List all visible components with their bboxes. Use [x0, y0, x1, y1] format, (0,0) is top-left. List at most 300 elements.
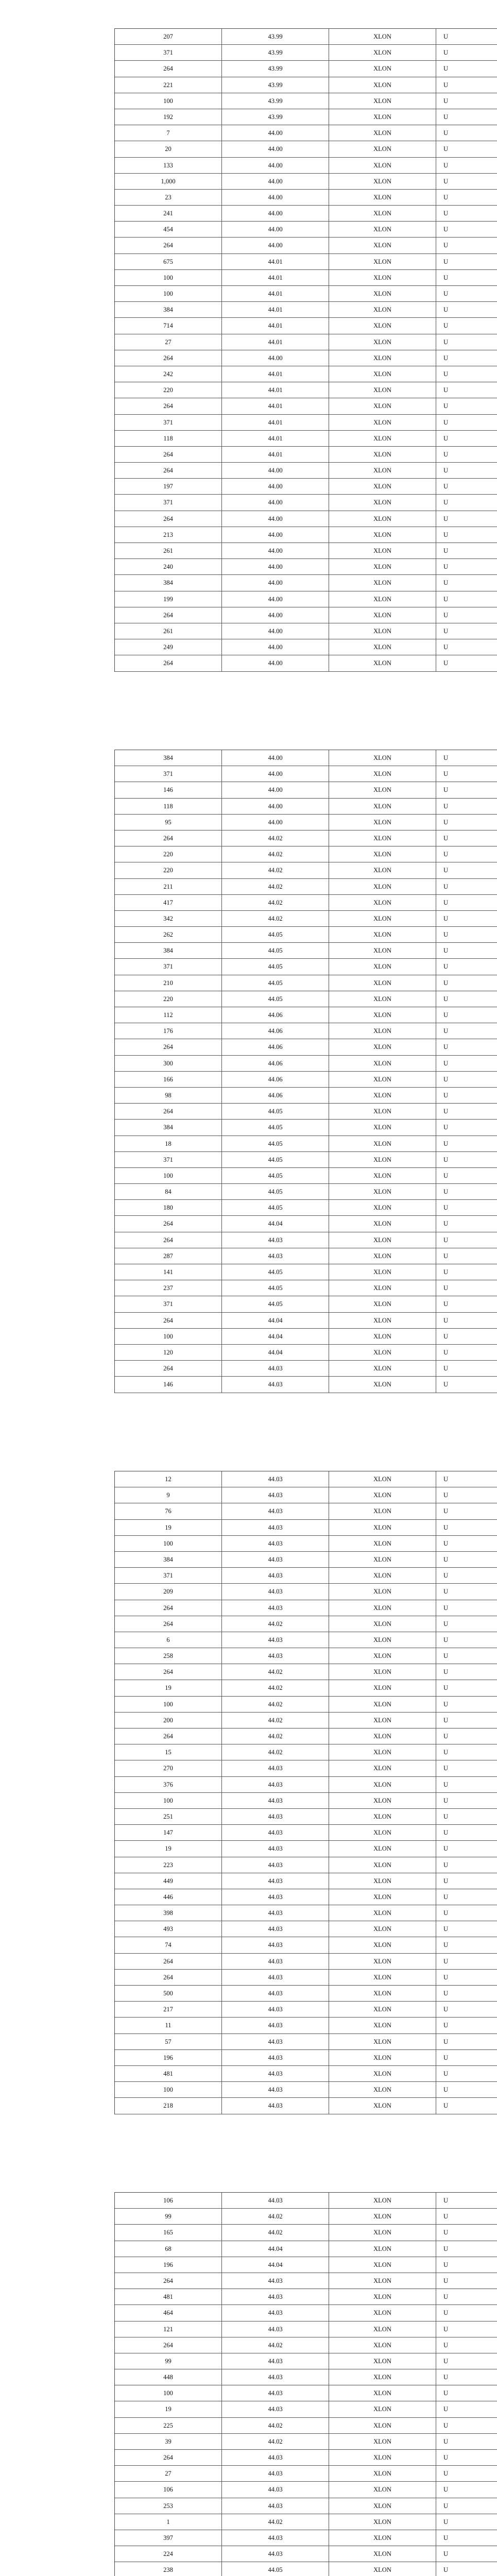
- extra-cell: U: [443, 531, 449, 538]
- venue-cell: XLON: [329, 1232, 436, 1248]
- price-cell: 44.03: [222, 1600, 329, 1616]
- venue-cell: XLON: [329, 511, 436, 527]
- extra-cell: U: [443, 226, 449, 233]
- venue-cell: XLON: [329, 174, 436, 189]
- extra-cell: U: [443, 2486, 449, 2494]
- table-row: [115, 799, 497, 815]
- table-row: [115, 382, 497, 398]
- venue-cell: XLON: [329, 109, 436, 125]
- extra-cell: U: [443, 145, 449, 153]
- table-row: [115, 1377, 497, 1393]
- extra-cell: U: [443, 2405, 449, 2413]
- volume-cell: 481: [115, 2289, 222, 2304]
- venue-cell: XLON: [329, 1616, 436, 1632]
- table-row: [115, 1536, 497, 1552]
- table-row: [115, 61, 497, 77]
- extra-cell: U: [443, 1523, 449, 1531]
- price-cell: 44.00: [222, 607, 329, 623]
- volume-cell: 180: [115, 1200, 222, 1215]
- extra-cell: U: [443, 1204, 449, 1212]
- venue-cell: XLON: [329, 750, 436, 766]
- table-row: [115, 334, 497, 350]
- venue-cell: XLON: [329, 639, 436, 655]
- extra-cell: U: [443, 2229, 449, 2236]
- volume-cell: 20: [115, 141, 222, 157]
- table-row: [115, 607, 497, 623]
- extra-cell: U: [443, 2389, 449, 2397]
- table-row: [115, 846, 497, 862]
- price-cell: 44.03: [222, 2050, 329, 2065]
- extra-cell: U: [443, 1539, 449, 1547]
- venue-cell: XLON: [329, 254, 436, 269]
- table-row: [115, 1970, 497, 1986]
- volume-cell: 100: [115, 270, 222, 285]
- table-row: [115, 1825, 497, 1841]
- extra-cell: U: [443, 1990, 449, 1997]
- venue-cell: XLON: [329, 61, 436, 76]
- volume-cell: 264: [115, 1970, 222, 1985]
- extra-cell: U: [443, 1252, 449, 1260]
- price-cell: 44.02: [222, 846, 329, 862]
- table-row: [115, 943, 497, 959]
- table-row: [115, 1905, 497, 1921]
- extra-cell: U: [443, 2197, 449, 2204]
- extra-cell: U: [443, 1829, 449, 1837]
- volume-cell: 39: [115, 2434, 222, 2449]
- table-row: [115, 431, 497, 447]
- price-cell: 44.06: [222, 1039, 329, 1055]
- venue-cell: XLON: [329, 846, 436, 862]
- extra-cell: U: [443, 1925, 449, 1933]
- table-row: [115, 750, 497, 766]
- volume-cell: 242: [115, 366, 222, 382]
- extra-cell: U: [443, 210, 449, 217]
- volume-cell: 371: [115, 495, 222, 510]
- price-cell: 44.03: [222, 1232, 329, 1248]
- table-row: [115, 1760, 497, 1776]
- extra-cell: U: [443, 659, 449, 667]
- extra-cell: U: [443, 2038, 449, 2045]
- price-cell: 44.00: [222, 238, 329, 253]
- table-row: [115, 174, 497, 190]
- volume-cell: 264: [115, 1664, 222, 1680]
- volume-cell: 23: [115, 190, 222, 205]
- venue-cell: XLON: [329, 1361, 436, 1376]
- venue-cell: XLON: [329, 1152, 436, 1167]
- extra-cell: U: [443, 242, 449, 249]
- volume-cell: 384: [115, 302, 222, 317]
- table-row: [115, 350, 497, 366]
- extra-cell: U: [443, 611, 449, 619]
- trade-table-block: [114, 2192, 497, 2576]
- venue-cell: XLON: [329, 1313, 436, 1328]
- price-cell: 43.99: [222, 61, 329, 76]
- venue-cell: XLON: [329, 1664, 436, 1680]
- table-row: [115, 1632, 497, 1648]
- table-row: [115, 831, 497, 846]
- table-row: [115, 2193, 497, 2209]
- table-row: [115, 1921, 497, 1937]
- table-row: [115, 2066, 497, 2082]
- venue-cell: XLON: [329, 1039, 436, 1055]
- venue-cell: XLON: [329, 2034, 436, 2049]
- table-row: [115, 45, 497, 61]
- volume-cell: 112: [115, 1007, 222, 1023]
- table-row: [115, 1168, 497, 1184]
- venue-cell: XLON: [329, 2321, 436, 2337]
- table-row: [115, 2257, 497, 2273]
- volume-cell: 19: [115, 1680, 222, 1696]
- table-row: [115, 1616, 497, 1632]
- price-cell: 44.03: [222, 2385, 329, 2401]
- volume-cell: 398: [115, 1905, 222, 1921]
- price-cell: 44.03: [222, 1648, 329, 1664]
- extra-cell: U: [443, 354, 449, 362]
- extra-cell: U: [443, 483, 449, 490]
- price-cell: 44.03: [222, 1986, 329, 2001]
- price-cell: 44.02: [222, 862, 329, 878]
- price-cell: 44.03: [222, 1520, 329, 1535]
- volume-cell: 100: [115, 286, 222, 301]
- venue-cell: XLON: [329, 1568, 436, 1583]
- price-cell: 44.04: [222, 1345, 329, 1360]
- price-cell: 44.03: [222, 1487, 329, 1503]
- table-row: [115, 1120, 497, 1136]
- venue-cell: XLON: [329, 2514, 436, 2530]
- price-cell: 44.03: [222, 1632, 329, 1648]
- price-cell: 44.03: [222, 1809, 329, 1824]
- price-cell: 44.03: [222, 2546, 329, 2562]
- table-row: [115, 415, 497, 431]
- extra-cell: U: [443, 1381, 449, 1388]
- volume-cell: 262: [115, 927, 222, 942]
- price-cell: 44.00: [222, 639, 329, 655]
- volume-cell: 196: [115, 2257, 222, 2273]
- venue-cell: XLON: [329, 2002, 436, 2017]
- extra-cell: U: [443, 2550, 449, 2558]
- extra-cell: U: [443, 1124, 449, 1131]
- volume-cell: 192: [115, 109, 222, 125]
- venue-cell: XLON: [329, 1120, 436, 1135]
- volume-cell: 454: [115, 222, 222, 237]
- venue-cell: XLON: [329, 575, 436, 590]
- extra-cell: U: [443, 450, 449, 458]
- volume-cell: 98: [115, 1088, 222, 1103]
- volume-cell: 238: [115, 2562, 222, 2576]
- volume-cell: 397: [115, 2530, 222, 2546]
- extra-cell: U: [443, 1909, 449, 1917]
- extra-cell: U: [443, 786, 449, 794]
- volume-cell: 249: [115, 639, 222, 655]
- table-row: [115, 2050, 497, 2066]
- extra-cell: U: [443, 467, 449, 474]
- volume-cell: 300: [115, 1056, 222, 1071]
- venue-cell: XLON: [329, 495, 436, 510]
- venue-cell: XLON: [329, 1520, 436, 1535]
- venue-cell: XLON: [329, 2546, 436, 2562]
- extra-cell: U: [443, 1156, 449, 1163]
- price-cell: 44.03: [222, 1857, 329, 1873]
- extra-cell: U: [443, 914, 449, 922]
- price-cell: 44.03: [222, 1905, 329, 1921]
- table-row: [115, 1568, 497, 1584]
- table-row: [115, 77, 497, 93]
- venue-cell: XLON: [329, 447, 436, 462]
- volume-cell: 481: [115, 2066, 222, 2081]
- venue-cell: XLON: [329, 911, 436, 926]
- price-cell: 44.01: [222, 398, 329, 414]
- extra-cell: U: [443, 2470, 449, 2478]
- volume-cell: 1: [115, 2514, 222, 2530]
- price-cell: 44.03: [222, 1841, 329, 1856]
- volume-cell: 264: [115, 511, 222, 527]
- volume-cell: 141: [115, 1264, 222, 1280]
- volume-cell: 448: [115, 2369, 222, 2385]
- table-row: [115, 991, 497, 1007]
- price-cell: 44.02: [222, 879, 329, 894]
- volume-cell: 146: [115, 1377, 222, 1392]
- price-cell: 44.02: [222, 2418, 329, 2433]
- venue-cell: XLON: [329, 991, 436, 1007]
- volume-cell: 264: [115, 398, 222, 414]
- table-row: [115, 1600, 497, 1616]
- extra-cell: U: [443, 49, 449, 57]
- table-row: [115, 1664, 497, 1680]
- venue-cell: XLON: [329, 286, 436, 301]
- extra-cell: U: [443, 818, 449, 826]
- volume-cell: 223: [115, 1857, 222, 1873]
- extra-cell: U: [443, 1620, 449, 1628]
- table-row: [115, 1744, 497, 1760]
- table-row: [115, 895, 497, 911]
- volume-cell: 264: [115, 655, 222, 671]
- table-row: [115, 2002, 497, 2018]
- extra-cell: U: [443, 1027, 449, 1035]
- price-cell: 44.03: [222, 2193, 329, 2208]
- volume-cell: 371: [115, 1568, 222, 1583]
- volume-cell: 200: [115, 1713, 222, 1728]
- venue-cell: XLON: [329, 2466, 436, 2481]
- extra-cell: U: [443, 2086, 449, 2094]
- venue-cell: XLON: [329, 479, 436, 494]
- price-cell: 44.01: [222, 254, 329, 269]
- venue-cell: XLON: [329, 831, 436, 846]
- venue-cell: XLON: [329, 1954, 436, 1969]
- price-cell: 44.02: [222, 1697, 329, 1712]
- volume-cell: 218: [115, 2098, 222, 2113]
- volume-cell: 261: [115, 623, 222, 639]
- table-row: [115, 2466, 497, 2482]
- price-cell: 44.06: [222, 1056, 329, 1071]
- extra-cell: U: [443, 1684, 449, 1692]
- venue-cell: XLON: [329, 959, 436, 974]
- volume-cell: 493: [115, 1921, 222, 1937]
- table-row: [115, 1104, 497, 1120]
- price-cell: 44.00: [222, 591, 329, 607]
- extra-cell: U: [443, 1700, 449, 1708]
- extra-cell: U: [443, 1957, 449, 1965]
- table-row: [115, 559, 497, 575]
- venue-cell: XLON: [329, 1296, 436, 1312]
- table-row: [115, 1039, 497, 1055]
- venue-cell: XLON: [329, 2066, 436, 2081]
- venue-cell: XLON: [329, 2209, 436, 2224]
- price-cell: 44.00: [222, 623, 329, 639]
- volume-cell: 251: [115, 1809, 222, 1824]
- volume-cell: 176: [115, 1023, 222, 1039]
- venue-cell: XLON: [329, 2098, 436, 2113]
- volume-cell: 106: [115, 2482, 222, 2497]
- price-cell: 44.03: [222, 2066, 329, 2081]
- extra-cell: U: [443, 193, 449, 201]
- venue-cell: XLON: [329, 2353, 436, 2369]
- venue-cell: XLON: [329, 350, 436, 366]
- extra-cell: U: [443, 1893, 449, 1901]
- table-row: [115, 1471, 497, 1487]
- extra-cell: U: [443, 1845, 449, 1853]
- venue-cell: XLON: [329, 655, 436, 671]
- table-row: [115, 447, 497, 463]
- venue-cell: XLON: [329, 1744, 436, 1760]
- extra-cell: U: [443, 1861, 449, 1869]
- price-cell: 44.00: [222, 575, 329, 590]
- price-cell: 44.03: [222, 2273, 329, 2289]
- extra-cell: U: [443, 386, 449, 394]
- volume-cell: 264: [115, 1039, 222, 1055]
- price-cell: 44.05: [222, 959, 329, 974]
- venue-cell: XLON: [329, 1088, 436, 1103]
- extra-cell: U: [443, 2245, 449, 2252]
- table-row: [115, 1937, 497, 1953]
- price-cell: 44.01: [222, 302, 329, 317]
- volume-cell: 371: [115, 45, 222, 60]
- venue-cell: XLON: [329, 463, 436, 478]
- table-row: [115, 1793, 497, 1809]
- price-cell: 44.05: [222, 1184, 329, 1199]
- table-row: [115, 286, 497, 302]
- extra-cell: U: [443, 1749, 449, 1756]
- volume-cell: 220: [115, 382, 222, 398]
- venue-cell: XLON: [329, 943, 436, 958]
- price-cell: 44.03: [222, 2082, 329, 2097]
- volume-cell: 12: [115, 1471, 222, 1487]
- table-row: [115, 2562, 497, 2576]
- volume-cell: 199: [115, 591, 222, 607]
- table-row: [115, 862, 497, 878]
- volume-cell: 133: [115, 158, 222, 173]
- volume-cell: 11: [115, 2018, 222, 2033]
- table-row: [115, 815, 497, 831]
- price-cell: 44.00: [222, 174, 329, 189]
- price-cell: 44.00: [222, 495, 329, 510]
- venue-cell: XLON: [329, 334, 436, 350]
- price-cell: 44.03: [222, 2466, 329, 2481]
- price-cell: 44.05: [222, 1104, 329, 1119]
- volume-cell: 264: [115, 463, 222, 478]
- volume-cell: 264: [115, 1954, 222, 1969]
- extra-cell: U: [443, 1492, 449, 1499]
- table-row: [115, 2337, 497, 2353]
- volume-cell: 27: [115, 334, 222, 350]
- venue-cell: XLON: [329, 799, 436, 814]
- extra-cell: U: [443, 1781, 449, 1788]
- volume-cell: 264: [115, 1104, 222, 1119]
- price-cell: 44.01: [222, 366, 329, 382]
- venue-cell: XLON: [329, 1632, 436, 1648]
- table-row: [115, 1873, 497, 1889]
- price-cell: 44.00: [222, 782, 329, 798]
- volume-cell: 84: [115, 1184, 222, 1199]
- volume-cell: 264: [115, 1313, 222, 1328]
- extra-cell: U: [443, 129, 449, 137]
- extra-cell: U: [443, 834, 449, 842]
- extra-cell: U: [443, 1140, 449, 1147]
- table-row: [115, 1552, 497, 1568]
- trade-table-block: [114, 1471, 497, 2114]
- price-cell: 44.03: [222, 1536, 329, 1551]
- price-cell: 44.03: [222, 1503, 329, 1519]
- extra-cell: U: [443, 931, 449, 939]
- price-cell: 44.02: [222, 2337, 329, 2353]
- volume-cell: 76: [115, 1503, 222, 1519]
- price-cell: 44.02: [222, 2434, 329, 2449]
- table-row: [115, 254, 497, 270]
- table-row: [115, 1361, 497, 1377]
- price-cell: 44.05: [222, 1168, 329, 1183]
- extra-cell: U: [443, 1572, 449, 1580]
- table-row: [115, 1503, 497, 1519]
- table-row: [115, 782, 497, 798]
- venue-cell: XLON: [329, 815, 436, 830]
- table-row: [115, 2241, 497, 2257]
- venue-cell: XLON: [329, 366, 436, 382]
- price-cell: 44.02: [222, 911, 329, 926]
- price-cell: 44.03: [222, 1954, 329, 1969]
- price-cell: 44.01: [222, 334, 329, 350]
- extra-cell: U: [443, 1284, 449, 1292]
- price-cell: 44.05: [222, 991, 329, 1007]
- venue-cell: XLON: [329, 1728, 436, 1744]
- extra-cell: U: [443, 1172, 449, 1179]
- extra-cell: U: [443, 1059, 449, 1067]
- price-cell: 44.01: [222, 286, 329, 301]
- volume-cell: 100: [115, 1793, 222, 1808]
- venue-cell: XLON: [329, 1377, 436, 1392]
- venue-cell: XLON: [329, 1713, 436, 1728]
- venue-cell: XLON: [329, 1986, 436, 2001]
- venue-cell: XLON: [329, 2289, 436, 2304]
- volume-cell: 264: [115, 1232, 222, 1248]
- price-cell: 44.05: [222, 975, 329, 991]
- price-cell: 43.99: [222, 93, 329, 109]
- price-cell: 44.01: [222, 447, 329, 462]
- volume-cell: 95: [115, 815, 222, 830]
- volume-cell: 264: [115, 1728, 222, 1744]
- table-row: [115, 29, 497, 45]
- volume-cell: 264: [115, 1216, 222, 1231]
- price-cell: 44.03: [222, 2018, 329, 2033]
- venue-cell: XLON: [329, 415, 436, 430]
- price-cell: 44.03: [222, 2369, 329, 2385]
- extra-cell: U: [443, 1555, 449, 1563]
- venue-cell: XLON: [329, 2082, 436, 2097]
- table-row: [115, 1056, 497, 1072]
- venue-cell: XLON: [329, 1487, 436, 1503]
- extra-cell: U: [443, 547, 449, 554]
- price-cell: 44.03: [222, 2034, 329, 2049]
- venue-cell: XLON: [329, 1216, 436, 1231]
- table-row: [115, 1487, 497, 1503]
